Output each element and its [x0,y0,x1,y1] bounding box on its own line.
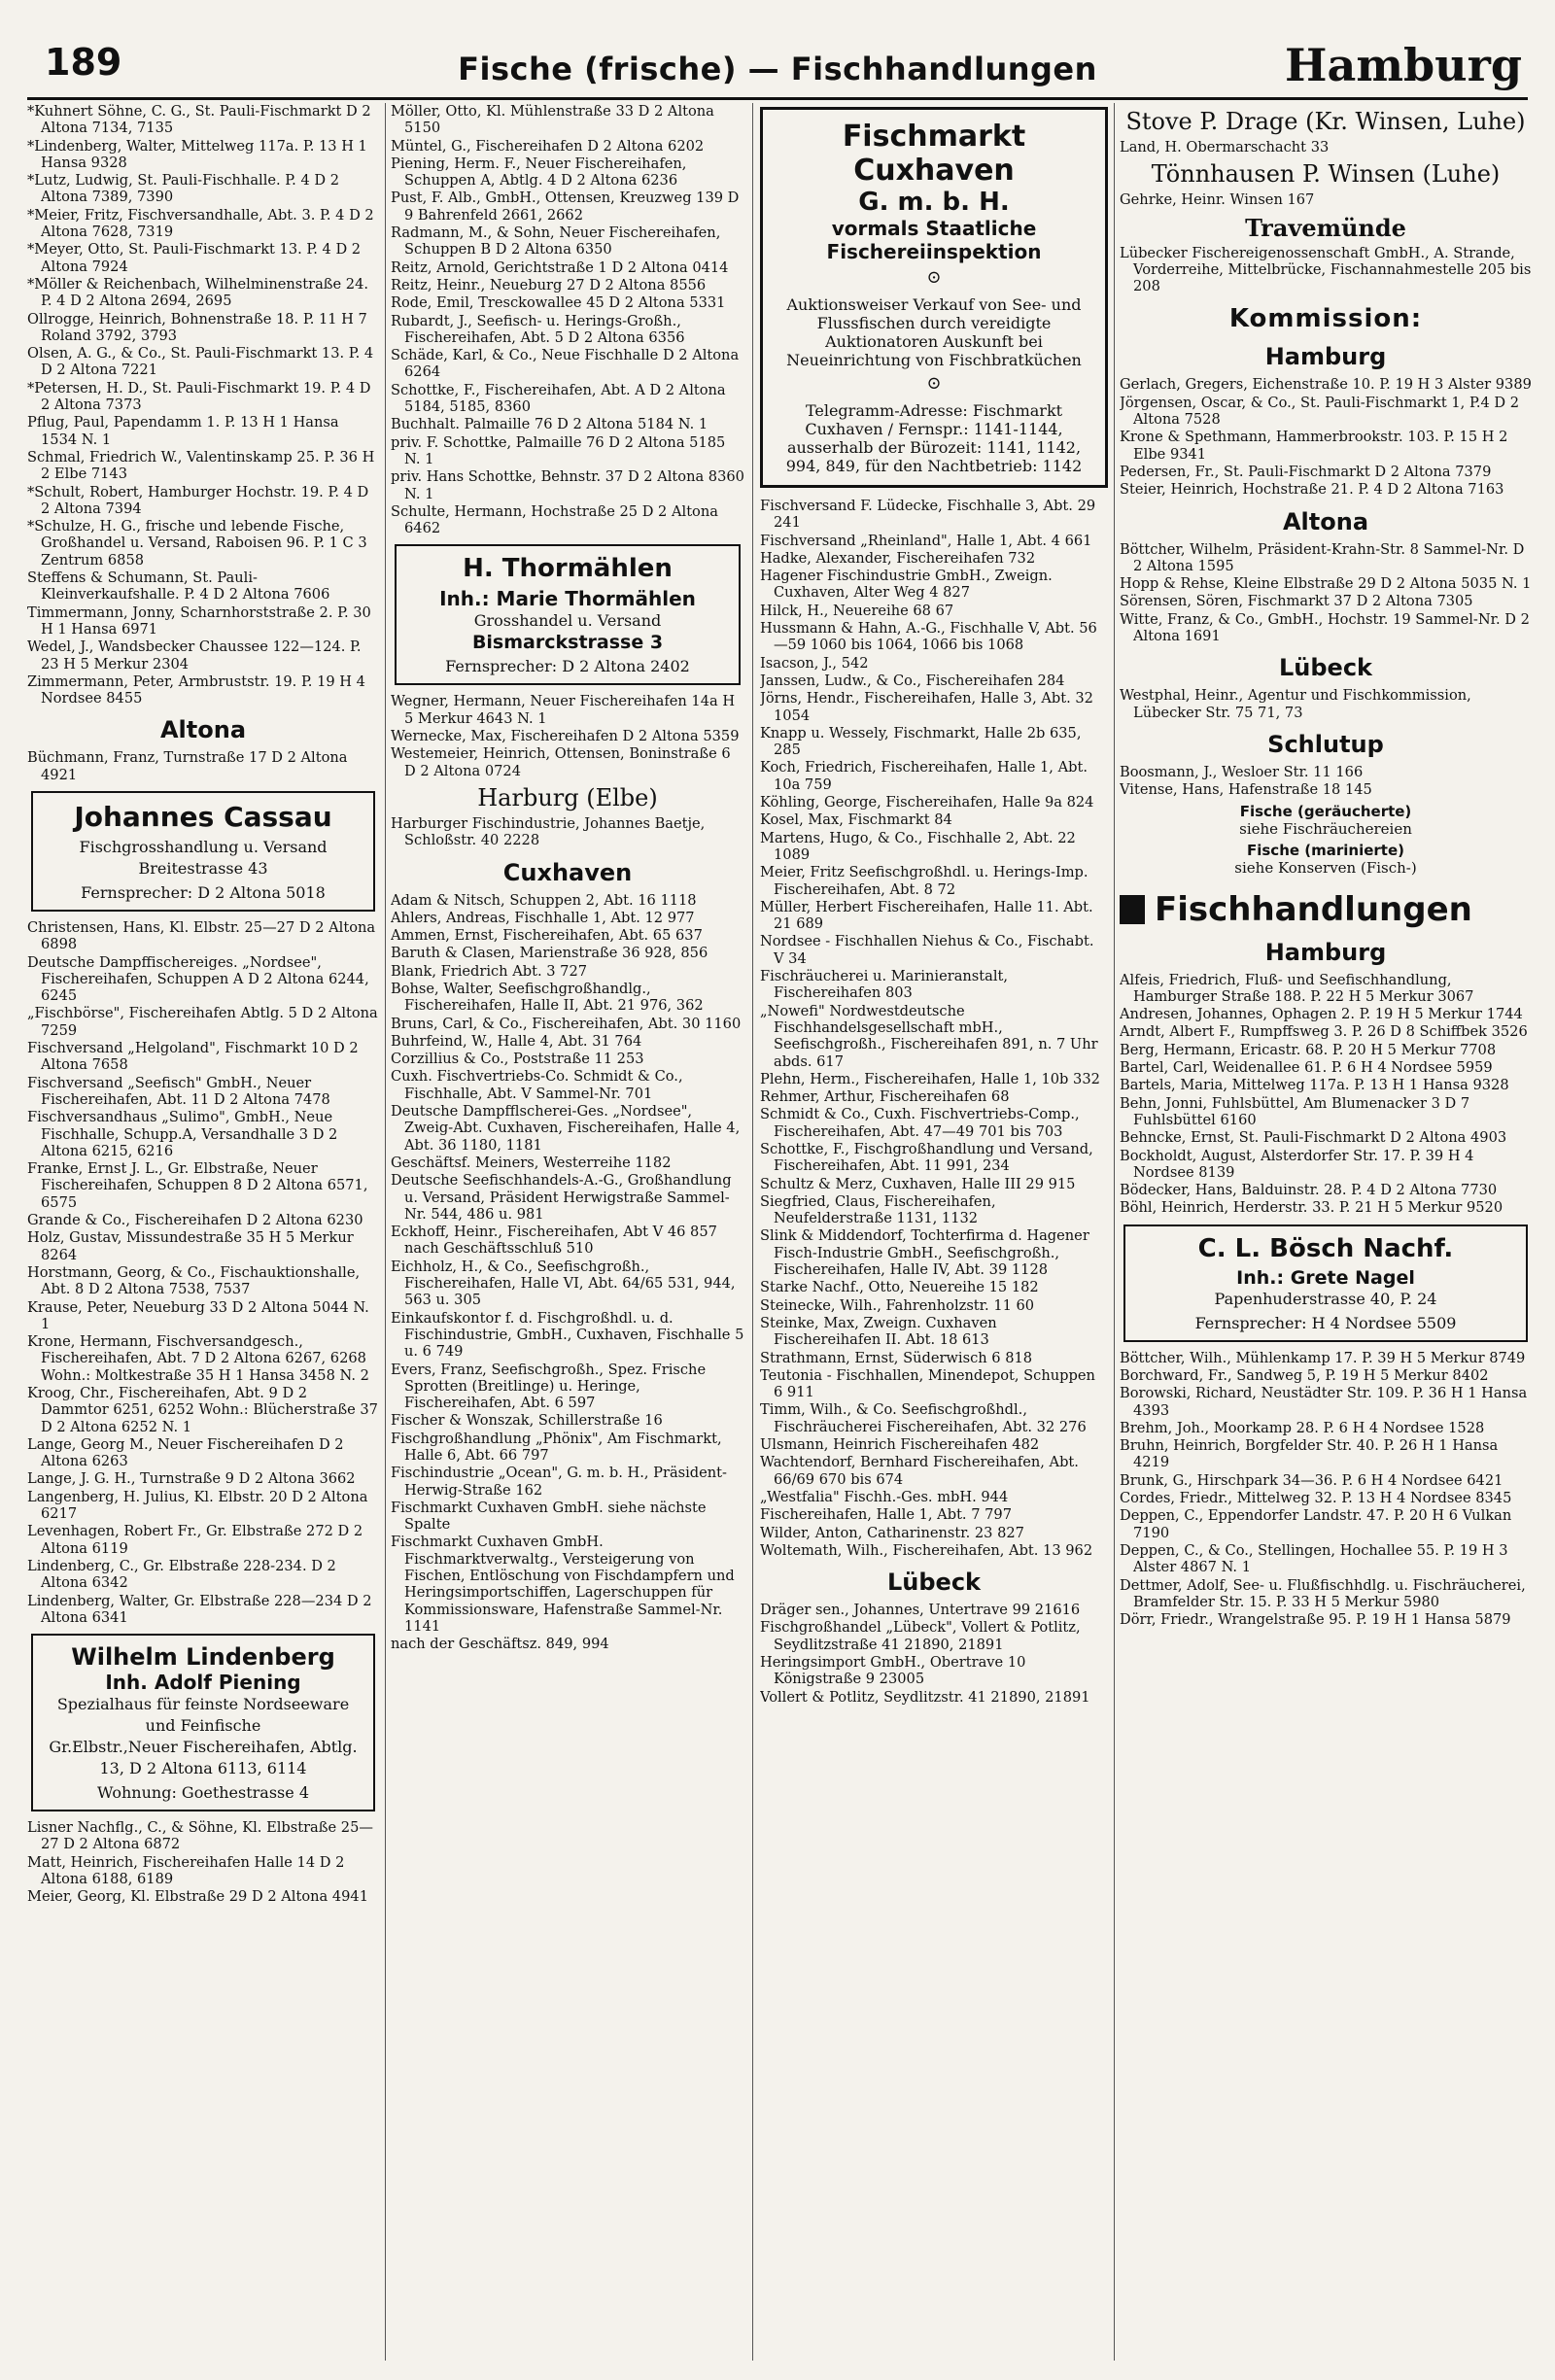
directory-entry: Strathmann, Ernst, Süderwisch 6 818 [760,1349,1033,1366]
directory-entry: Isacson, J., 542 [760,654,869,672]
directory-entry: Geschäftsf. Meiners, Westerreihe 1182 [391,1154,672,1171]
directory-entry: Bohse, Walter, Seefischgroßhandlg., Fischereihafen, Halle II, Abt. 21 976, 362 [391,980,704,1015]
directory-entry: Hagener Fischindustrie GmbH., Zweign. Cuxhaven, Alter Weg 4 827 [760,568,1053,602]
directory-entry: Deppen, C., & Co., Stellingen, Hochallee 55. P. 19 H 3 Alster 4867 N. 1 [1120,1541,1508,1576]
directory-entry: Westemeier, Heinrich, Ottensen, Boninstraße 6 D 2 Altona 0724 [391,745,731,779]
city-heading: Altona [159,716,247,744]
directory-entry: Krone, Hermann, Fischversandgesch., Fischereihafen, Abt. 7 D 2 Altona 6267, 6268 Wohn.: Moltkestraße 35 H 1 Hansa 3458 N. 2 [27,1333,369,1384]
column-2 [391,103,744,2361]
entry-list [1120,541,1532,645]
advert-cassau [31,791,375,912]
city-heading: Schlutup [1267,730,1384,758]
directory-entry: Borchward, Fr., Sandweg 5, P. 19 H 5 Merkur 8402 [1120,1366,1489,1384]
directory-entry: Harburger Fischindustrie, Johannes Baetje, Schloßstr. 40 2228 [391,814,706,849]
directory-entry: *Möller & Reichenbach, Wilhelminenstraße 24. P. 4 D 2 Altona 2694, 2695 [27,275,369,310]
circle-ornament-icon: ⊙ [926,267,942,288]
entry-list [1120,764,1532,799]
advert-line: Grosshandel u. Versand [473,611,662,631]
city-heading: Harburg (Elbe) [477,783,658,811]
directory-entry: Brunk, G., Hirschpark 34—36. P. 6 H 4 Nordsee 6421 [1120,1471,1503,1489]
directory-entry: Grande & Co., Fischereihafen D 2 Altona 6230 [27,1212,363,1229]
entry-list [1120,245,1532,295]
directory-entry: Rode, Emil, Tresckowallee 45 D 2 Altona 5331 [391,294,726,312]
directory-entry: Deutsche Dampffischereiges. „Nordsee", Fischereihafen, Schuppen A D 2 Altona 6244, 6245 [27,953,369,1005]
directory-entry: Boosmann, J., Wesloer Str. 11 166 [1120,763,1364,780]
directory-entry: Meier, Fritz Seefischgroßhdl. u. Herings-Imp. Fischereihafen, Abt. 8 72 [760,864,1088,898]
directory-entry: Müntel, G., Fischereihafen D 2 Altona 6202 [391,137,705,155]
advert-phone: Fernsprecher: D 2 Altona 2402 [445,657,690,676]
directory-entry: Hilck, H., Neuereihe 68 67 [760,602,954,619]
directory-entry: Adam & Nitsch, Schuppen 2, Abt. 16 1118 [391,891,697,909]
directory-entry: Reitz, Heinr., Neueburg 27 D 2 Altona 8556 [391,276,707,293]
advert-text: Telegramm-Adresse: Fischmarkt Cuxhaven / Fernspr.: 1141-1144, ausserhalb der Bürozeit: 1141, 1142, 994, 849, für den Nachtbetrieb: 1142 [785,401,1083,475]
directory-entry: Corzillius & Co., Poststraße 11 253 [391,1051,644,1068]
advert-line: Breitestrasse 43 [138,858,268,878]
entry-list [27,749,379,783]
directory-entry: Holz, Gustav, Missundestraße 35 H 5 Merkur 8264 [27,1229,354,1263]
advert-owner: Inh.: Marie Thormählen [439,587,696,611]
directory-entry: Koch, Friedrich, Fischereihafen, Halle 1, Abt. 10a 759 [760,759,1088,793]
place-heading: Travemünde [1245,213,1406,242]
directory-entry: Rehmer, Arthur, Fischereihafen 68 [760,1088,1010,1106]
advert-fischmarkt-cuxhaven [760,107,1108,488]
directory-entry: Fischversandhaus „Sulimo", GmbH., Neue Fischhalle, Schupp.A, Versandhalle 3 D 2 Altona 6215, 6216 [27,1109,338,1159]
directory-entry: Siegfried, Claus, Fischereihafen, Neufelderstraße 1131, 1132 [760,1192,996,1227]
directory-entry: Eichholz, H., & Co., Seefischgroßh., Fischereihafen, Halle VI, Abt. 64/65 531, 944, 563 u. 305 [391,1258,736,1309]
advert-lindenberg [31,1634,375,1811]
directory-entry: Buhrfeind, W., Halle 4, Abt. 31 764 [391,1032,642,1050]
directory-entry: Starke Nachf., Otto, Neuereihe 15 182 [760,1279,1039,1296]
advert-suffix: G. m. b. H. [858,188,1010,217]
directory-entry: Kosel, Max, Fischmarkt 84 [760,811,952,829]
directory-entry: Steffens & Schumann, St. Pauli-Kleinverkaufshalle. P. 4 D 2 Altona 7606 [27,569,330,604]
directory-entry: *Schulze, H. G., frische und lebende Fische, Großhandel u. Versand, Raboisen 96. P. 1 C 3 Zentrum 6858 [27,518,367,569]
header-city: Hamburg [1285,39,1522,91]
directory-entry: Nordsee - Fischhallen Niehus & Co., Fischabt. V 34 [760,933,1094,967]
column-rule [385,103,386,2361]
directory-entry: Jörns, Hendr., Fischereihafen, Halle 3, Abt. 32 1054 [760,690,1093,724]
directory-entry: Kroog, Chr., Fischereihafen, Abt. 9 D 2 Dammtor 6251, 6252 Wohn.: Blücherstraße 37 D 2 Altona 6252 N. 1 [27,1385,378,1435]
directory-entry: Krone & Spethmann, Hammerbrookstr. 103. P. 15 H 2 Elbe 9341 [1120,429,1508,463]
directory-entry: *Kuhnert Söhne, C. G., St. Pauli-Fischmarkt D 2 Altona 7134, 7135 [27,103,371,137]
directory-entry: Timmermann, Jonny, Scharnhorststraße 2. P. 30 H 1 Hansa 6971 [27,604,371,638]
directory-entry: Bartel, Carl, Weidenallee 61. P. 6 H 4 Nordsee 5959 [1120,1059,1493,1077]
city-heading: Lübeck [886,1569,982,1597]
circle-ornament-icon: ⊙ [926,373,942,394]
entry-list [760,1602,1108,1706]
directory-entry: nach der Geschäftsz. 849, 994 [391,1636,609,1653]
directory-entry: Zimmermann, Peter, Armbruststr. 19. P. 19 H 4 Nordsee 8455 [27,673,365,707]
directory-entry: Schmal, Friedrich W., Valentinskamp 25. P. 36 H 2 Elbe 7143 [27,448,375,483]
directory-entry: Borowski, Richard, Neustädter Str. 109. P. 36 H 1 Hansa 4393 [1120,1385,1528,1419]
directory-entry: Land, H. Obermarschacht 33 [1120,139,1330,155]
directory-entry: Fischgroßhandlung „Phönix", Am Fischmarkt, Halle 6, Abt. 66 797 [391,1430,722,1464]
entry-list [391,103,744,536]
advert-owner: Inh.: Grete Nagel [1236,1266,1415,1289]
directory-entry: Einkaufskontor f. d. Fischgroßhdl. u. d. Fischindustrie, GmbH., Cuxhaven, Fischhalle 5 u. 6 749 [391,1309,744,1361]
directory-entry: *Meier, Fritz, Fischversandhalle, Abt. 3. P. 4 D 2 Altona 7628, 7319 [27,206,374,241]
directory-entry: Schottke, F., Fischgroßhandlung und Versand, Fischereihafen, Abt. 11 991, 234 [760,1140,1093,1175]
directory-entry: Fischindustrie „Ocean", G. m. b. H., Präsident-Herwig-Straße 162 [391,1465,727,1499]
directory-entry: Wilder, Anton, Catharinenstr. 23 827 [760,1524,1024,1541]
advert-name: Fischmarkt Cuxhaven [842,120,1026,188]
city-heading: Altona [1282,507,1369,535]
directory-entry: Janssen, Ludw., & Co., Fischereihafen 284 [760,672,1065,689]
directory-entry: Gerlach, Gregers, Eichenstraße 10. P. 19 H 3 Alster 9389 [1120,376,1532,394]
directory-entry: Pedersen, Fr., St. Pauli-Fischmarkt D 2 Altona 7379 [1120,463,1492,480]
directory-entry: Ulsmann, Heinrich Fischereihafen 482 [760,1436,1040,1454]
directory-entry: Lisner Nachflg., C., & Söhne, Kl. Elbstraße 25—27 D 2 Altona 6872 [27,1819,373,1853]
section-title: Fischhandlungen [1155,889,1472,929]
cross-reference-note: siehe Konserven (Fisch-) [1234,858,1417,877]
page-header [27,37,1528,100]
directory-entry: Hadke, Alexander, Fischereihafen 732 [760,549,1036,567]
advert-line: Spezialhaus für feinste Nordseeware und Feinfische [56,1695,350,1736]
entry-list [1120,376,1532,498]
directory-entry: *Lindenberg, Walter, Mittelweg 117a. P. 13 H 1 Hansa 9328 [27,137,367,171]
directory-entry: *Meyer, Otto, St. Pauli-Fischmarkt 13. P. 4 D 2 Altona 7924 [27,241,362,275]
directory-entry: Böttcher, Wilhelm, Präsident-Krahn-Str. 8 Sammel-Nr. D 2 Altona 1595 [1120,540,1525,574]
advert-name: C. L. Bösch Nachf. [1197,1233,1454,1263]
directory-entry: Piening, Herm. F., Neuer Fischereihafen, Schuppen A, Abtlg. 4 D 2 Altona 6236 [391,155,687,190]
entry-list [27,919,379,1626]
directory-entry: Buchhalt. Palmaille 76 D 2 Altona 5184 N. 1 [391,416,708,433]
directory-entry: Müller, Herbert Fischereihafen, Halle 11. Abt. 21 689 [760,898,1093,933]
directory-entry: Behn, Jonni, Fuhlsbüttel, Am Blumenacker 3 D 7 Fuhlsbüttel 6160 [1120,1094,1470,1128]
directory-entry: Schäde, Karl, & Co., Neue Fischhalle D 2 Altona 6264 [391,347,740,381]
section-header [1120,890,1532,929]
directory-entry: Pflug, Paul, Papendamm 1. P. 13 H 1 Hansa 1534 N. 1 [27,414,339,448]
directory-entry: Fischräucherei u. Marinieranstalt, Fischereihafen 803 [760,968,1009,1002]
directory-entry: Cordes, Friedr., Mittelweg 32. P. 13 H 4 Nordsee 8345 [1120,1490,1512,1507]
directory-entry: Böhl, Heinrich, Herderstr. 33. P. 21 H 5 Merkur 9520 [1120,1199,1503,1217]
directory-entry: Schulte, Hermann, Hochstraße 25 D 2 Altona 6462 [391,502,718,537]
directory-entry: Möller, Otto, Kl. Mühlenstraße 33 D 2 Altona 5150 [391,103,714,137]
directory-entry: Timm, Wilh., & Co. Seefischgroßhdl., Fischräucherei Fischereihafen, Abt. 32 276 [760,1401,1087,1435]
directory-entry: Dräger sen., Johannes, Untertrave 99 21616 [760,1602,1081,1619]
directory-entry: Matt, Heinrich, Fischereihafen Halle 14 D 2 Altona 6188, 6189 [27,1853,345,1888]
directory-entry: Deppen, C., Eppendorfer Landstr. 47. P. 20 H 6 Vulkan 7190 [1120,1507,1512,1541]
directory-entry: Ollrogge, Heinrich, Bohnenstraße 18. P. 11 H 7 Roland 3792, 3793 [27,310,367,344]
city-heading: Hamburg [1264,938,1387,966]
directory-entry: Franke, Ernst J. L., Gr. Elbstraße, Neuer Fischereihafen, Schuppen 8 D 2 Altona 6571, 6575 [27,1160,368,1211]
advert-name: Johannes Cassau [74,800,332,833]
section-heading: Kommission: [1228,304,1423,334]
place-heading: Stove P. Drage (Kr. Winsen, Luhe) [1125,108,1526,135]
directory-entry: Plehn, Herm., Fischereihafen, Halle 1, 10b 332 [760,1070,1100,1087]
directory-entry: Büchmann, Franz, Turnstraße 17 D 2 Altona 4921 [27,749,348,783]
directory-entry: Gehrke, Heinr. Winsen 167 [1120,191,1315,209]
directory-entry: Lange, J. G. H., Turnstraße 9 D 2 Altona 3662 [27,1470,356,1488]
directory-entry: Schmidt & Co., Cuxh. Fischvertriebs-Comp., Fischereihafen, Abt. 47—49 701 bis 703 [760,1106,1080,1140]
cross-reference-title: Fische (geräucherte) [1239,802,1412,820]
directory-entry: Deutsche Seefischhandels-A.-G., Großhandlung u. Versand, Präsident Herwigstraße Sammel-Nr. 544, 486 u. 981 [391,1172,732,1223]
directory-entry: Meier, Georg, Kl. Elbstraße 29 D 2 Altona 4941 [27,1888,368,1906]
directory-entry: Krause, Peter, Neueburg 33 D 2 Altona 5044 N. 1 [27,1298,369,1332]
column-4 [1120,103,1532,2361]
directory-entry: Fischereihafen, Halle 1, Abt. 7 797 [760,1506,1012,1524]
entry-list [1120,139,1532,155]
directory-entry: Radmann, M., & Sohn, Neuer Fischereihafen, Schuppen B D 2 Altona 6350 [391,224,721,259]
page-title: Fische (frische) — Fischhandlungen [458,51,1097,87]
directory-entry: Jörgensen, Oscar, & Co., St. Pauli-Fischmarkt 1, P.4 D 2 Altona 7528 [1120,394,1520,429]
directory-entry: Cuxh. Fischvertriebs-Co. Schmidt & Co., Fischhalle, Abt. V Sammel-Nr. 701 [391,1068,683,1102]
directory-entry: Schottke, F., Fischereihafen, Abt. A D 2 Altona 5184, 5185, 8360 [391,381,726,416]
directory-entry: Horstmann, Georg, & Co., Fischauktionshalle, Abt. 8 D 2 Altona 7538, 7537 [27,1263,361,1298]
directory-entry: Lange, Georg M., Neuer Fischereihafen D 2 Altona 6263 [27,1435,344,1470]
place-heading: Tönnhausen P. Winsen (Luhe) [1151,160,1501,189]
directory-entry: Brehm, Joh., Moorkamp 28. P. 6 H 4 Nordsee 1528 [1120,1419,1485,1436]
advert-owner: Inh. Adolf Piening [105,1671,301,1695]
directory-entry: Hopp & Rehse, Kleine Elbstraße 29 D 2 Altona 5035 N. 1 [1120,575,1532,593]
column-3 [760,103,1108,2361]
entry-list [391,892,744,1653]
directory-entry: Knapp u. Wessely, Fischmarkt, Halle 2b 635, 285 [760,724,1082,759]
advert-sub: vormals Staatliche [831,217,1037,240]
directory-entry: Steinke, Max, Zweign. Cuxhaven Fischereihafen II. Abt. 18 613 [760,1314,997,1349]
directory-entry: Bruhn, Heinrich, Borgfelder Str. 40. P. 26 H 1 Hansa 4219 [1120,1437,1499,1471]
directory-entry: Böttcher, Wilh., Mühlenkamp 17. P. 39 H 5 Merkur 8749 [1120,1349,1526,1366]
advert-line: Gr.Elbstr.,Neuer Fischereihafen, Abtlg. 13, D 2 Altona 6113, 6114 [49,1738,358,1778]
square-bullet-icon [1120,895,1145,924]
directory-entry: Lübecker Fischereigenossenschaft GmbH., A. Strande, Vorderreihe, Mittelbrücke, Fischannahmestelle 205 bis 208 [1120,244,1532,295]
directory-entry: Baruth & Clasen, Marienstraße 36 928, 856 [391,945,708,962]
directory-entry: Eckhoff, Heinr., Fischereihafen, Abt V 46 857 nach Geschäftsschluß 510 [391,1224,717,1258]
entry-list [1120,191,1532,208]
directory-entry: Dettmer, Adolf, See- u. Flußfischhdlg. u. Fischräucherei, Bramfelder Str. 15. P. 33 H 5 Merkur 5980 [1120,1576,1526,1610]
directory-entry: Pust, F. Alb., GmbH., Ottensen, Kreuzweg 139 D 9 Bahrenfeld 2661, 2662 [391,190,740,224]
directory-entry: „Westfalia" Fischh.-Ges. mbH. 944 [760,1488,1009,1505]
directory-entry: Behncke, Ernst, St. Pauli-Fischmarkt D 2 Altona 4903 [1120,1129,1507,1147]
directory-entry: priv. Hans Schottke, Behnstr. 37 D 2 Altona 8360 N. 1 [391,468,744,502]
directory-entry: Vitense, Hans, Hafenstraße 18 145 [1120,781,1372,799]
entry-list [27,1819,379,1905]
entry-list [391,693,744,778]
directory-entry: Langenberg, H. Julius, Kl. Elbstr. 20 D 2 Altona 6217 [27,1488,368,1523]
city-heading: Lübeck [1278,654,1373,682]
column-rule [1114,103,1115,2361]
directory-entry: priv. F. Schottke, Palmaille 76 D 2 Altona 5185 N. 1 [391,433,726,467]
page-number: 189 [45,41,122,84]
directory-entry: Wegner, Hermann, Neuer Fischereihafen 14a H 5 Merkur 4643 N. 1 [391,693,736,727]
directory-entry: Dörr, Friedr., Wrangelstraße 95. P. 19 H 1 Hansa 5879 [1120,1611,1511,1629]
column-1 [27,103,379,2361]
directory-entry: Fischversand „Seefisch" GmbH., Neuer Fischereihafen, Abt. 11 D 2 Altona 7478 [27,1074,330,1108]
directory-entry: Schultz & Merz, Cuxhaven, Halle III 29 915 [760,1175,1076,1192]
directory-entry: Westphal, Heinr., Agentur und Fischkommission, Lübecker Str. 75 71, 73 [1120,687,1471,721]
advert-phone: Fernsprecher: H 4 Nordsee 5509 [1194,1313,1457,1332]
directory-entry: Hussmann & Hahn, A.-G., Fischhalle V, Abt. 56—59 1060 bis 1064, 1066 bis 1068 [760,620,1097,654]
advert-name: Wilhelm Lindenberg [71,1643,335,1672]
entry-list [1120,687,1532,721]
entry-list [391,815,744,849]
advert-sub: Fischereiinspektion [826,240,1042,263]
directory-entry: *Schult, Robert, Hamburger Hochstr. 19. P. 4 D 2 Altona 7394 [27,483,369,517]
directory-entry: Heringsimport GmbH., Obertrave 10 Königstraße 9 23005 [760,1654,1026,1688]
advert-line: Fischgrosshandlung u. Versand [79,837,328,856]
column-rule [752,103,753,2361]
directory-entry: Witte, Franz, & Co., GmbH., Hochstr. 19 Sammel-Nr. D 2 Altona 1691 [1120,610,1530,645]
directory-entry: Woltemath, Wilh., Fischereihafen, Abt. 13 962 [760,1541,1093,1559]
advert-line: Bismarckstrasse 3 [471,632,664,654]
directory-entry: Bödecker, Hans, Balduinstr. 28. P. 4 D 2 Altona 7730 [1120,1182,1498,1199]
directory-entry: Vollert & Potlitz, Seydlitzstr. 41 21890, 21891 [760,1688,1090,1706]
city-heading: Cuxhaven [502,858,633,886]
directory-entry: Alfeis, Friedrich, Fluß- und Seefischhandlung, Hamburger Straße 188. P. 22 H 5 Merkur 3067 [1120,971,1474,1005]
directory-entry: Christensen, Hans, Kl. Elbstr. 25—27 D 2 Altona 6898 [27,918,376,953]
cross-reference-title: Fische (marinierte) [1246,841,1405,859]
directory-entry: Lindenberg, Walter, Gr. Elbstraße 228—234 D 2 Altona 6341 [27,1592,372,1626]
directory-entry: „Fischbörse", Fischereihafen Abtlg. 5 D 2 Altona 7259 [27,1005,378,1039]
advert-line: Papenhuderstrasse 40, P. 24 [1214,1289,1437,1308]
directory-entry: Slink & Middendorf, Tochterfirma d. Hagener Fisch-Industrie GmbH., Seefischgroßh., Fischereihafen, Halle IV, Abt. 39 1128 [760,1227,1089,1279]
directory-entry: Steinecke, Wilh., Fahrenholzstr. 11 60 [760,1296,1035,1314]
directory-entry: Berg, Hermann, Ericastr. 68. P. 20 H 5 Merkur 7708 [1120,1041,1497,1058]
directory-entry: Fischer & Wonszak, Schillerstraße 16 [391,1412,663,1430]
cross-reference-note: siehe Fischräuchereien [1239,819,1412,838]
directory-entry: Bruns, Carl, & Co., Fischereihafen, Abt. 30 1160 [391,1015,742,1032]
directory-entry: Köhling, George, Fischereihafen, Halle 9a 824 [760,794,1094,811]
directory-entry: Lindenberg, C., Gr. Elbstraße 228-234. D 2 Altona 6342 [27,1557,336,1592]
city-heading: Hamburg [1264,343,1387,371]
directory-entry: Fischgroßhandel „Lübeck", Vollert & Potlitz, Seydlitzstraße 41 21890, 21891 [760,1619,1081,1653]
directory-entry: Levenhagen, Robert Fr., Gr. Elbstraße 272 D 2 Altona 6119 [27,1523,363,1557]
directory-entry: Wachtendorf, Bernhard Fischereihafen, Abt. 66/69 670 bis 674 [760,1454,1079,1488]
advert-boesch [1123,1224,1528,1342]
directory-entry: *Lutz, Ludwig, St. Pauli-Fischhalle. P. 4 D 2 Altona 7389, 7390 [27,172,339,206]
directory-entry: Fischmarkt Cuxhaven GmbH. siehe nächste Spalte [391,1499,707,1534]
entry-list [1120,1350,1532,1629]
advert-thormaehlen [395,544,741,685]
directory-entry: Wedel, J., Wandsbecker Chaussee 122—124. P. 23 H 5 Merkur 2304 [27,638,362,673]
directory-entry: Rubardt, J., Seefisch- u. Herings-Großh., Fischereihafen, Abt. 5 D 2 Altona 6356 [391,312,685,346]
advert-text: Auktionsweiser Verkauf von See- und Flussfischen durch vereidigte Auktionatoren Auskunft bei Neueinrichtung von Fischbratküchen [786,295,1082,369]
directory-entry: Evers, Franz, Seefischgroßh., Spez. Frische Sprotten (Breitlinge) u. Heringe, Fischereihafen, Abt. 6 597 [391,1361,707,1412]
directory-entry: Ahlers, Andreas, Fischhalle 1, Abt. 12 977 [391,909,695,926]
directory-entry: Martens, Hugo, & Co., Fischhalle 2, Abt. 22 1089 [760,829,1076,863]
directory-entry: Ammen, Ernst, Fischereihafen, Abt. 65 637 [391,927,703,945]
directory-entry: Steier, Heinrich, Hochstraße 21. P. 4 D 2 Altona 7163 [1120,481,1504,499]
directory-entry: Blank, Friedrich Abt. 3 727 [391,962,588,980]
directory-entry: Fischmarkt Cuxhaven GmbH. Fischmarktverwaltg., Versteigerung von Fischen, Entlöschung von Fischdampfern und Heringsimportschiffen, Lagerschuppen für Kommissionsware, Hafenstraße Sammel-Nr. 1141 [391,1534,735,1635]
directory-entry: „Nowefi" Nordwestdeutsche Fischhandelsgesellschaft mbH., Seefischgroßh., Fischereihafen 891, n. 7 Uhr abds. 617 [760,1002,1098,1070]
entry-list [27,103,379,707]
directory-entry: Fischversand „Helgoland", Fischmarkt 10 D 2 Altona 7658 [27,1040,359,1074]
directory-entry: *Petersen, H. D., St. Pauli-Fischmarkt 19. P. 4 D 2 Altona 7373 [27,379,371,414]
directory-entry: Arndt, Albert F., Rumpffsweg 3. P. 26 D 8 Schiffbek 3526 [1120,1023,1528,1041]
directory-entry: Andresen, Johannes, Ophagen 2. P. 19 H 5 Merkur 1744 [1120,1006,1523,1023]
directory-entry: Deutsche Dampfflscherei-Ges. „Nordsee", Zweig-Abt. Cuxhaven, Fischereihafen, Halle 4, Abt. 36 1180, 1181 [391,1103,741,1154]
entry-list [1120,972,1532,1217]
entry-list [760,498,1108,1559]
directory-entry: Fischversand F. Lüdecke, Fischhalle 3, Abt. 29 241 [760,498,1096,532]
directory-entry: Teutonia - Fischhallen, Minendepot, Schuppen 6 911 [760,1366,1095,1401]
directory-entry: Wernecke, Max, Fischereihafen D 2 Altona 5359 [391,728,740,745]
directory-entry: Bockholdt, August, Alsterdorfer Str. 17. P. 39 H 4 Nordsee 8139 [1120,1147,1474,1181]
advert-phone: Fernsprecher: D 2 Altona 5018 [81,882,326,902]
directory-entry: Olsen, A. G., & Co., St. Pauli-Fischmarkt 13. P. 4 D 2 Altona 7221 [27,345,374,379]
advert-line: Wohnung: Goethestrasse 4 [97,1783,309,1803]
directory-entry: Sörensen, Sören, Fischmarkt 37 D 2 Altona 7305 [1120,593,1473,610]
directory-entry: Reitz, Arnold, Gerichtstraße 1 D 2 Altona 0414 [391,259,729,276]
advert-name: H. Thormählen [463,554,673,584]
directory-entry: Bartels, Maria, Mittelweg 117a. P. 13 H 1 Hansa 9328 [1120,1077,1509,1094]
directory-entry: Fischversand „Rheinland", Halle 1, Abt. 4 661 [760,532,1092,549]
